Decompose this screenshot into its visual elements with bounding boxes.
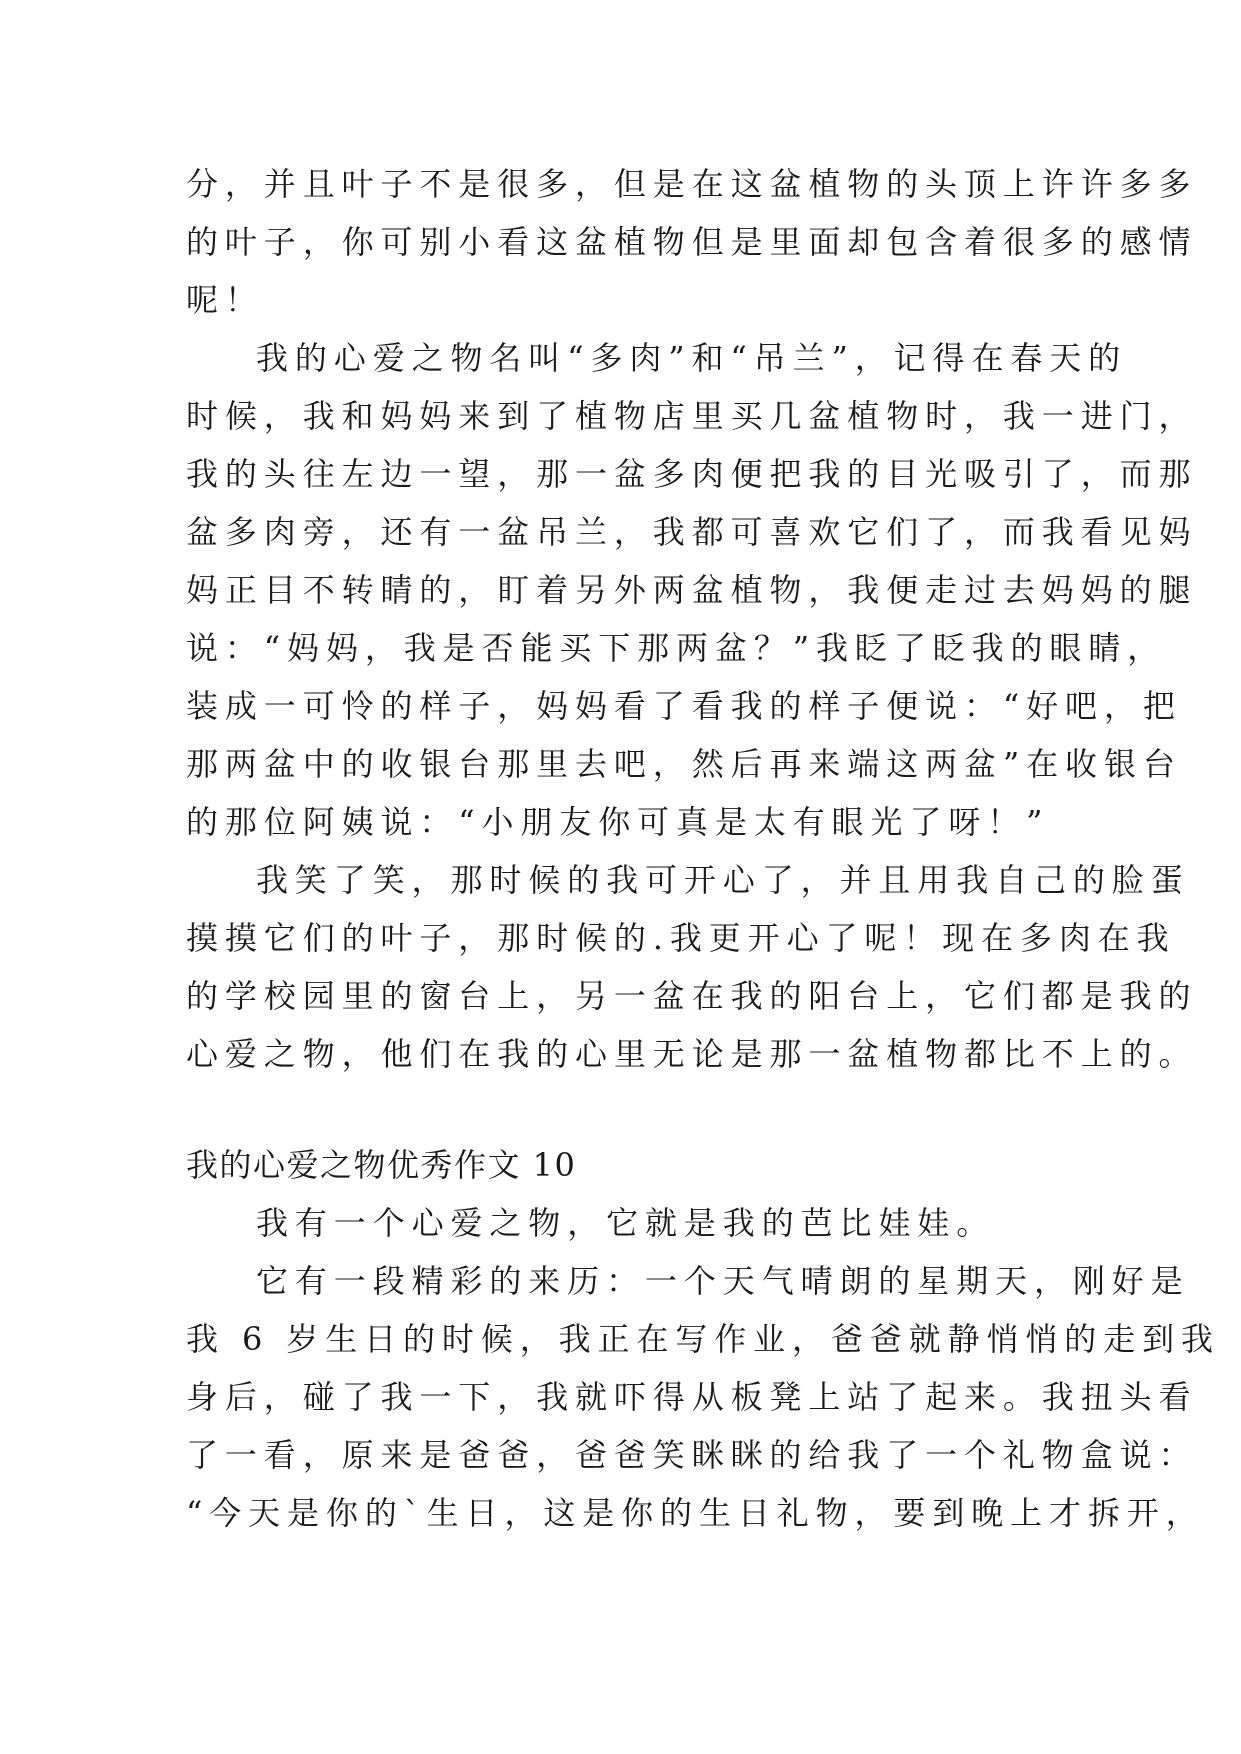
paragraph-first-line: 它有一段精彩的来历：一个天气晴朗的星期天，刚好是 (256, 1262, 1190, 1300)
text-line: 说：“妈妈，我是否能买下那两盆？”我眨了眨我的眼睛， (186, 629, 1167, 667)
text-line: “今天是你的`生日，这是你的生日礼物，要到晚上才拆开， (186, 1494, 1205, 1532)
text-line: 我的头往左边一望，那一盆多肉便把我的目光吸引了，而那 (186, 455, 1198, 493)
section-heading: 我的心爱之物优秀作文 10 (186, 1146, 577, 1184)
text-line: 的学校园里的窗台上，另一盆在我的阳台上，它们都是我的 (186, 977, 1198, 1015)
text-line: 分，并且叶子不是很多，但是在这盆植物的头顶上许许多多 (186, 165, 1198, 203)
text-line: 心爱之物，他们在我的心里无论是那一盆植物都比不上的。 (186, 1035, 1198, 1073)
paragraph-first-line: 我有一个心爱之物，它就是我的芭比娃娃。 (256, 1204, 996, 1242)
text-line: 呢！ (186, 281, 264, 319)
text-line: 摸摸它们的叶子，那时候的.我更开心了呢！现在多肉在我 (186, 919, 1176, 957)
text-line: 身后，碰了我一下，我就吓得从板凳上站了起来。我扭头看 (186, 1378, 1198, 1416)
text-line: 妈正目不转睛的，盯着另外两盆植物，我便走过去妈妈的腿 (186, 571, 1198, 609)
text-line: 了一看，原来是爸爸，爸爸笑眯眯的给我了一个礼物盒说： (186, 1436, 1198, 1474)
text-line: 的叶子，你可别小看这盆植物但是里面却包含着很多的感情 (186, 223, 1198, 261)
text-line: 那两盆中的收银台那里去吧，然后再来端这两盆”在收银台 (186, 745, 1182, 783)
paragraph-first-line: 我的心爱之物名叫“多肉”和“吊兰”，记得在春天的 (256, 339, 1128, 377)
paragraph-first-line: 我笑了笑，那时候的我可开心了，并且用我自己的脸蛋 (256, 861, 1190, 899)
text-line: 时候，我和妈妈来到了植物店里买几盆植物时，我一进门， (186, 397, 1198, 435)
text-line: 盆多肉旁，还有一盆吊兰，我都可喜欢它们了，而我看见妈 (186, 513, 1198, 551)
text-line: 的那位阿姨说：“小朋友你可真是太有眼光了呀！” (186, 803, 1050, 841)
text-line: 我 6 岁生日的时候，我正在写作业，爸爸就静悄悄的走到我 (186, 1320, 1220, 1358)
text-line: 装成一可怜的样子，妈妈看了看我的样子便说：“好吧，把 (186, 687, 1182, 725)
